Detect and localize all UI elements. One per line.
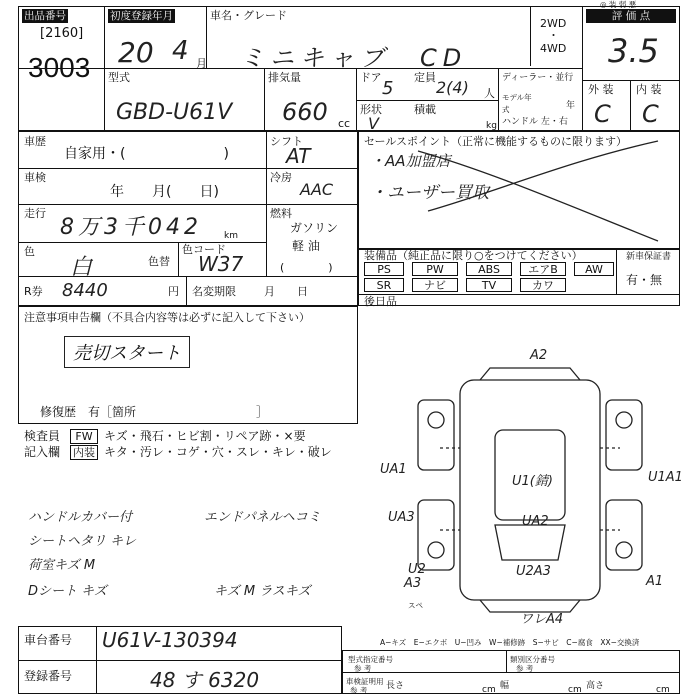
mark-u2a3: U2A3 [516,564,551,579]
top-right-note: ◎ 装 弱 悪 [600,0,637,9]
later-items-label: 後日品 [364,295,397,308]
car-cert-label: 車検証明用 [346,677,384,686]
shift-value: AT [286,144,311,168]
inspector-interior: 内装 [70,445,98,460]
hw-note-3: シートヘタリ キレ [28,534,137,549]
color-change-label: 色替 [148,255,170,268]
fuel-label: 燃料 [270,207,292,220]
exterior-label: 外 装 [588,83,614,96]
divider [582,80,680,81]
inspector-fw: FW [70,429,98,444]
type-label: 型式 [108,71,130,84]
equip-leather: カワ [520,278,566,292]
mark-ua2: UA2 [522,514,549,529]
displacement-value: 660 [282,98,328,126]
divider [104,68,582,69]
reg-number-label: 登録番号 [24,669,73,683]
divider [498,68,499,131]
inspector-interior-text: キタ・汚レ・コゲ・穴・スレ・キレ・破レ [104,445,332,459]
hw-note-1: ハンドルカバー付 [28,510,133,525]
chassis-value: U61V-130394 [102,628,238,652]
notes-value: 売切スタート [64,336,190,368]
model-name-value: ミニキャブ CD [240,44,468,72]
shape-value: V [368,114,379,133]
divider [356,100,498,101]
ref-label-1: 参 考 [354,664,372,673]
mark-ua1: UA1 [380,462,407,477]
loading-unit: kg [486,121,497,131]
recycle-label: R券 [24,285,43,298]
hw-note-5: Dシート キズ [28,584,107,599]
hw-note-4: 荷室キズ M [28,558,96,573]
recycle-unit: 円 [168,285,179,298]
divider [506,650,507,672]
damage-legend: A−キズ E−エクボ U−凹み W−補修跡 S−サビ C−腐食 XX−交換済 [380,638,640,647]
car-diagram [400,360,680,620]
lot-label: 出品番号 [24,10,66,22]
inspector-label-2: 記入欄 [24,445,61,459]
capacity-value: 2(4) [436,78,469,97]
fuel-paren: ( ) [280,261,333,274]
aircon-value: AAC [300,180,334,199]
reg-month-value: 4 [172,36,189,66]
class-label: 類別区分番号 [510,655,555,664]
mileage-label: 走行 [24,207,46,220]
inspection-value: 年 月( 日) [110,184,219,200]
divider [342,672,680,673]
strike-through-mark [358,131,680,249]
divider [582,6,583,131]
sales-points-label: セールスポイント（正常に機能するものに限ります） [364,135,628,148]
fuel-value2: 軽 油 [292,239,320,253]
name-change-value: 月 日 [264,285,308,298]
mileage-unit: km [224,231,238,241]
interior-value: C [642,100,659,128]
chassis-label: 車台番号 [24,633,73,647]
divider [186,276,187,306]
divider [96,626,97,694]
divider [630,80,631,131]
color-value: 白 [70,255,93,280]
lot-sub: [2160] [40,26,84,41]
width-unit: cm [568,685,582,695]
dealer-label: ディーラー・並行 [502,73,574,83]
equip-pw: PW [412,262,458,276]
capacity-unit: 人 [484,87,495,100]
mark-a3: A3 [404,576,422,591]
sales-point-2: ・ユーザー買取 [370,183,489,203]
height-unit: cm [656,685,670,695]
warranty-value: 有・無 [626,273,663,287]
inspector-label-1: 検査員 [24,429,61,443]
divider [18,242,266,243]
fuel-value1: ガソリン [290,221,339,235]
exterior-value: C [594,100,611,128]
equip-airbag: エアB [520,262,566,276]
shift-label: シフト [270,135,303,148]
ref-label-2: 参 考 [516,664,534,673]
displacement-label: 排気量 [268,71,301,84]
equip-sr: SR [364,278,404,292]
type-cert-label: 型式指定番号 [348,655,393,664]
divider [616,249,617,294]
ref-label-3: 参 考 [350,686,368,695]
mark-spare: スペ [408,601,423,610]
name-change-label: 名変期限 [192,285,236,298]
mark-ua3: UA3 [388,510,415,525]
color-code-label: 色コード [182,243,226,256]
color-code-value: W37 [198,252,244,276]
equip-tv: TV [466,278,512,292]
displacement-unit: cc [338,117,351,130]
hw-note-2: エンドパネルヘコミ [204,510,321,525]
capacity-label: 定員 [414,71,436,84]
divider [530,6,531,66]
divider [18,204,358,205]
length-label: 長さ [386,681,405,691]
sales-point-1: ・AA加盟店 [370,152,451,170]
height-label: 高さ [586,681,605,691]
mark-a4: ワレA4 [520,612,564,627]
inspection-label: 車検 [24,171,46,184]
width-label: 幅 [500,681,510,691]
doors-value: 5 [382,78,394,99]
handle-label: ハンドル 左・右 [502,117,568,127]
mileage-value: 8万3千042 [60,215,202,240]
drive-2wd: 2WD [540,17,567,30]
recycle-value: 8440 [62,280,108,301]
history-value: 自家用・( ) [64,146,229,162]
score-value: 3.5 [608,32,659,70]
reg-year-value: 20 [118,36,154,69]
equip-abs: ABS [466,262,512,276]
mark-u1: U1(錆) [512,474,553,489]
model-year-label: モデル年式 [502,93,532,114]
loading-label: 積載 [414,103,436,116]
aircon-label: 冷房 [270,171,292,184]
mark-a1: A1 [646,574,664,589]
equip-navi: ナビ [412,278,458,292]
type-value: GBD-U61V [116,100,233,125]
divider [358,294,680,295]
divider [264,68,265,131]
month-unit: 月 [196,57,207,70]
reg-number-value: 48 す 6320 [150,668,260,692]
divider [18,168,358,169]
color-label: 色 [24,245,35,258]
inspector-fw-text: キズ・飛石・ヒビ割・リペア跡・×要 [104,429,306,443]
repair-label: 修復歴 有［箇所 ］ [40,405,269,419]
lot-number: 3003 [28,52,91,83]
reg-year-label: 初度登録年月 [110,10,173,22]
model-name-label: 車名・グレード [210,9,287,22]
notes-label: 注意事項申告欄（不具合内容等は必ずに記入して下さい） [24,311,310,324]
equip-aw: AW [574,262,614,276]
divider [18,276,358,277]
hw-note-6: キズ M ラスキズ [214,584,311,599]
mark-u1a1: U1A1 [648,470,683,485]
mark-u2: U2 [408,562,426,577]
shape-label: 形状 [360,103,382,116]
new-warranty-label: 新車保証書 [626,252,672,262]
history-label: 車歴 [24,135,46,148]
drive-dot: ・ [548,29,559,42]
doors-label: ドア [360,71,382,84]
drive-4wd: 4WD [540,42,567,55]
grade-label: 評 価 点 [586,9,676,23]
equip-ps: PS [364,262,404,276]
year-unit: 年 [566,101,576,111]
divider [178,242,179,276]
interior-label: 内 装 [636,83,662,96]
length-unit: cm [482,685,496,695]
mark-a2: A2 [530,348,548,363]
divider [18,660,342,661]
divider [18,68,104,69]
divider [206,6,207,68]
equipment-label: 装備品（純正品に限り○をつけてください） [364,249,583,262]
